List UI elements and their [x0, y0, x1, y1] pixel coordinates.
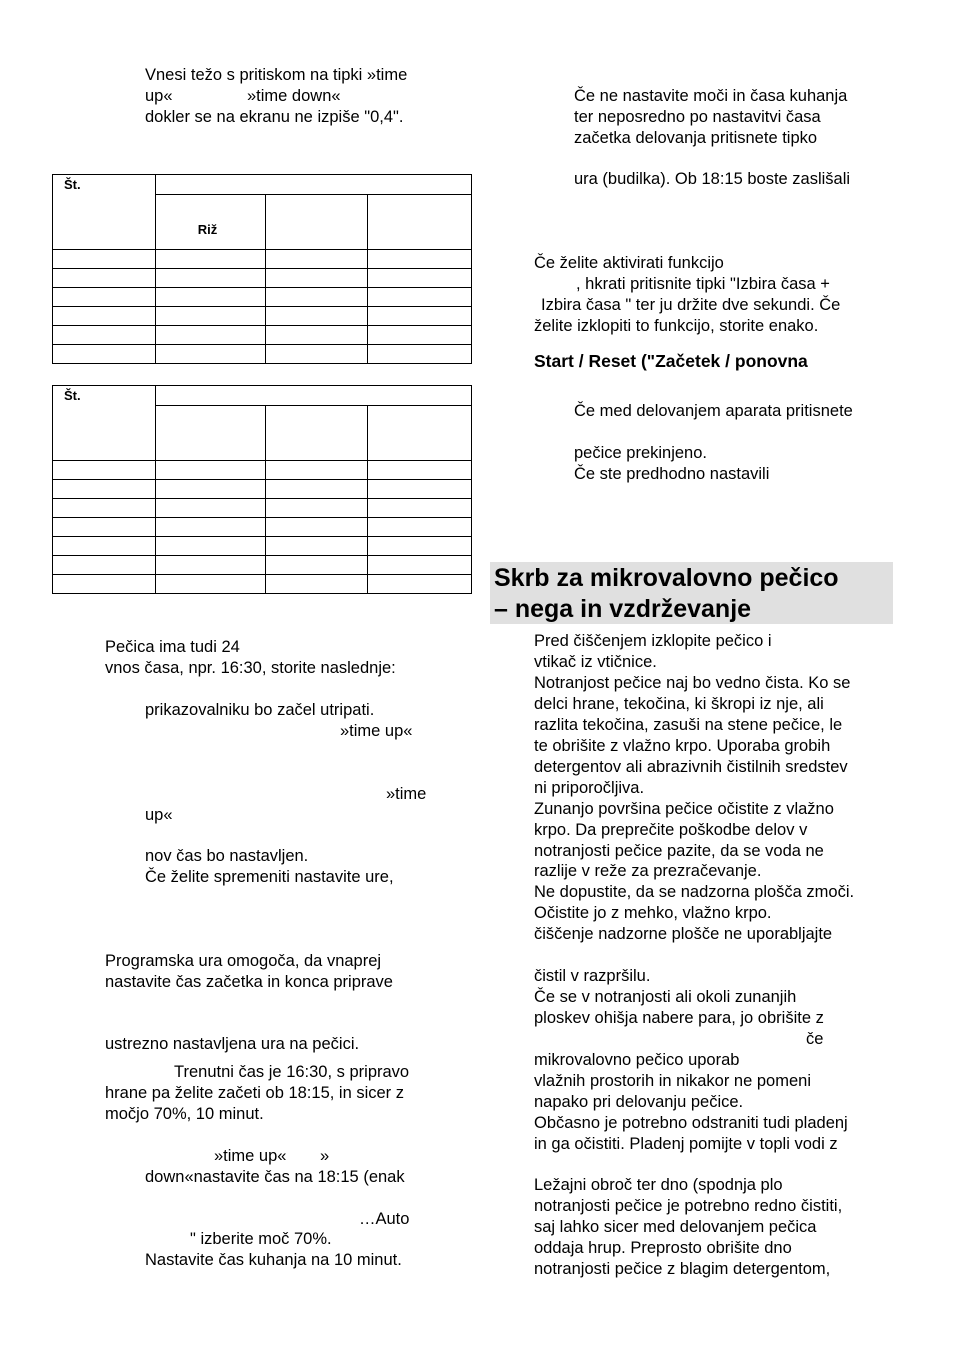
lock-line: , hkrati pritisnite tipki "Izbira časa + [576, 275, 830, 293]
start-reset-heading: Start / Reset ("Začetek / ponovna [534, 351, 808, 371]
table-cell [368, 461, 472, 480]
table-subheader-cell: Riž [155, 195, 265, 250]
table-cell [53, 518, 156, 537]
table-cell [265, 461, 368, 480]
care-line: Notranjost pečice naj bo vedno čista. Ko se [534, 674, 851, 692]
table-cell [155, 461, 265, 480]
table-cell [53, 556, 156, 575]
care-line: razlita tekočina, zasuši na stene pečice, le [534, 716, 843, 734]
table-cell [265, 326, 368, 345]
program-line: hrane pa želite začeti ob 18:15, in sicer z [105, 1084, 405, 1102]
table-cell [368, 556, 472, 575]
start-line: Če med delovanjem aparata pritisnete [574, 402, 853, 420]
clock-line: Če želite spremeniti nastavite ure, [145, 868, 394, 886]
table-cell [155, 345, 265, 364]
care-line: Zunanjo površina pečice očistite z vlažno [534, 800, 834, 818]
table-cell [265, 480, 368, 499]
program-line: ustrezno nastavljena ura na pečici. [105, 1035, 360, 1053]
table-subheader-cell [368, 195, 472, 250]
intro-line: »time down« [247, 87, 341, 105]
table-header-cell: Št. [53, 386, 156, 461]
care-line: mikrovalovno pečico uporab [534, 1051, 740, 1069]
section-title-line: – nega in vzdrževanje [494, 595, 752, 623]
table-cell [53, 326, 156, 345]
table-cell [155, 556, 265, 575]
table-cell [368, 518, 472, 537]
care-line: notranjosti pečice pazite, da se voda ne [534, 842, 824, 860]
lock-line: Izbira časa " ter ju držite dve sekundi. Če [541, 296, 841, 314]
program-line: Nastavite čas kuhanja na 10 minut. [145, 1251, 402, 1269]
table-cell [368, 345, 472, 364]
care-line: Občasno je potrebno odstraniti tudi pladenj [534, 1114, 848, 1132]
clock-line: Pečica ima tudi 24 [105, 638, 240, 656]
care-line: vlažnih prostorih in nikakor ne pomeni [534, 1072, 811, 1090]
table-cell [53, 307, 156, 326]
care-line: Ležajni obroč ter dno (spodnja plo [534, 1176, 783, 1194]
care-line: Pred čiščenjem izklopite pečico i [534, 632, 772, 650]
table-cell [155, 537, 265, 556]
care-line: Očistite jo z mehko, vlažno krpo. [534, 904, 772, 922]
care-line: oddaja hrup. Preprosto obrišite dno [534, 1239, 792, 1257]
table-cell [265, 537, 368, 556]
table-cell [265, 307, 368, 326]
table-cell [368, 499, 472, 518]
table-cell [368, 250, 472, 269]
table-cell [53, 537, 156, 556]
care-line: Če se v notranjosti ali okoli zunanjih [534, 988, 797, 1006]
care-line: vtikač iz vtičnice. [534, 653, 657, 671]
table-cell [53, 345, 156, 364]
table-cell [53, 480, 156, 499]
table-subheader-cell [368, 406, 472, 461]
table-cell [265, 345, 368, 364]
table-cell [53, 575, 156, 594]
table-cell [53, 288, 156, 307]
program-line: Programska ura omogoča, da vnaprej [105, 952, 382, 970]
care-line: čiščenje nadzorne plošče ne uporabljajte [534, 925, 833, 943]
table-cell [265, 499, 368, 518]
table-header-cell [155, 386, 471, 406]
table-cell [368, 326, 472, 345]
table-header-cell: Št. [53, 175, 156, 250]
program-line: Trenutni čas je 16:30, s pripravo [174, 1063, 410, 1081]
right-top-line: ter neposredno po nastavitvi časa [574, 108, 821, 126]
program-line: down«nastavite čas na 18:15 (enak [145, 1168, 405, 1186]
program-line: " izberite moč 70%. [190, 1230, 332, 1248]
table-cell [368, 480, 472, 499]
clock-line: prikazovalniku bo začel utripati. [145, 701, 375, 719]
section-heading [490, 562, 893, 624]
table-cell [155, 288, 265, 307]
care-line: saj lahko sicer med delovanjem pečica [534, 1218, 817, 1236]
intro-line: Vnesi težo s pritiskom na tipki »time [145, 66, 408, 84]
program-line: …Auto [359, 1210, 410, 1228]
right-top-line: začetka delovanja pritisnete tipko [574, 129, 818, 147]
clock-line: vnos časa, npr. 16:30, storite naslednje: [105, 659, 396, 677]
clock-line: »time up« [340, 722, 413, 740]
care-line: detergentov ali abrazivnih čistilnih sredstev [534, 758, 848, 776]
table-cell [155, 250, 265, 269]
program-line: močjo 70%, 10 minut. [105, 1105, 264, 1123]
care-line: napako pri delovanju pečice. [534, 1093, 744, 1111]
table-cell [265, 288, 368, 307]
clock-line: up« [145, 806, 173, 824]
lock-line: Če želite aktivirati funkcijo [534, 254, 724, 272]
table-cell [368, 269, 472, 288]
table-cell [368, 575, 472, 594]
table-cell [155, 307, 265, 326]
table-cell [155, 269, 265, 288]
table-cell [368, 537, 472, 556]
start-line: pečice prekinjeno. [574, 444, 707, 462]
table-cell [155, 575, 265, 594]
care-line: krpo. Da preprečite poškodbe delov v [534, 821, 808, 839]
table-cell [53, 461, 156, 480]
care-line: razlije v reže za prezračevanje. [534, 862, 762, 880]
table-cell [155, 499, 265, 518]
right-top-line: ura (budilka). Ob 18:15 boste zaslišali [574, 170, 851, 188]
section-title-line: Skrb za mikrovalovno pečico [494, 564, 839, 592]
care-line: notranjosti pečice je potrebno redno čistiti, [534, 1197, 843, 1215]
care-line: če [806, 1030, 824, 1048]
lock-line: želite izklopiti to funkcijo, storite enako. [534, 317, 819, 335]
table-cell [265, 556, 368, 575]
table-cell [368, 288, 472, 307]
care-line: ni priporočljiva. [534, 779, 645, 797]
table-cell [53, 250, 156, 269]
table-header-cell [155, 175, 471, 195]
care-line: te obrišite z vlažno krpo. Uporaba grobih [534, 737, 831, 755]
start-line: Če ste predhodno nastavili [574, 465, 770, 483]
care-line: notranjosti pečice z blagim detergentom, [534, 1260, 831, 1278]
table-cell [155, 326, 265, 345]
clock-line: nov čas bo nastavljen. [145, 847, 309, 865]
care-line: Ne dopustite, da se nadzorna plošča zmoči. [534, 883, 855, 901]
care-line: čistil v razpršilu. [534, 967, 651, 985]
data-table-2 [52, 385, 472, 594]
table-cell [265, 575, 368, 594]
care-line: in ga očistiti. Pladenj pomijte v topli vodi z [534, 1135, 838, 1153]
intro-line: up« [145, 87, 173, 105]
program-line: »time up« [214, 1147, 287, 1165]
clock-line: »time [386, 785, 427, 803]
table-cell [53, 269, 156, 288]
intro-line: dokler se na ekranu ne izpiše "0,4". [145, 108, 404, 126]
table-cell [155, 480, 265, 499]
right-top-line: Če ne nastavite moči in časa kuhanja [574, 87, 848, 105]
care-line: ploskev ohišja nabere para, jo obrišite z [534, 1009, 824, 1027]
table-cell [265, 250, 368, 269]
table-cell [368, 307, 472, 326]
table-cell [53, 499, 156, 518]
data-table-1 [52, 174, 472, 364]
table-cell [155, 518, 265, 537]
program-line: nastavite čas začetka in konca priprave [105, 973, 393, 991]
care-line: delci hrane, tekočina, ki škropi iz nje, ali [534, 695, 824, 713]
table-subheader-cell [265, 406, 368, 461]
table-subheader-cell [155, 406, 265, 461]
table-subheader-cell [265, 195, 368, 250]
table-cell [265, 518, 368, 537]
program-line: » [320, 1147, 330, 1165]
table-cell [265, 269, 368, 288]
